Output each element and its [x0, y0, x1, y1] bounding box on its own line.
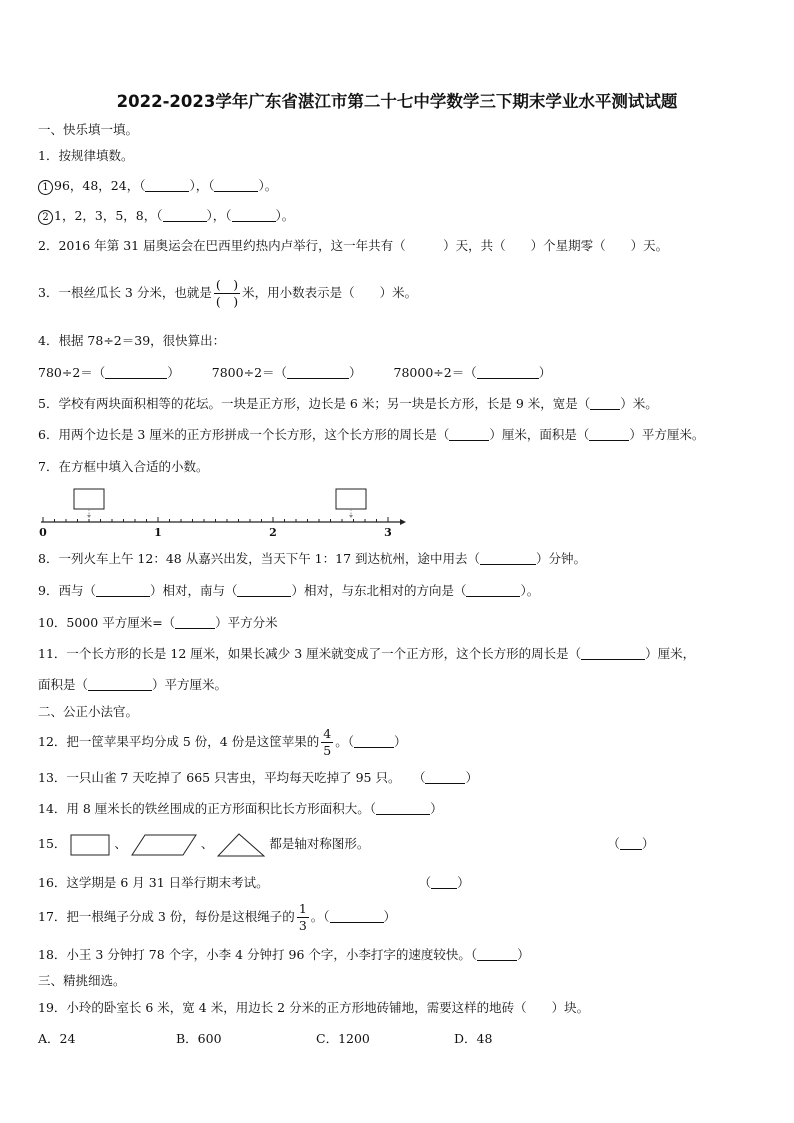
question-4-parts: 780÷2＝（ ） 7800÷2＝（ ） 78000÷2＝（ ） [38, 365, 552, 380]
parallelogram-shape-icon [131, 833, 197, 857]
answer-blank[interactable] [145, 179, 189, 192]
answer-blank[interactable] [376, 802, 430, 815]
question-19-options [38, 1030, 492, 1048]
fraction-blank[interactable]: $\frac{( )}{( )}$ [215, 277, 239, 309]
tick-label: 1 [154, 526, 162, 539]
question-13: 13．一只山雀 7 天吃掉了 665 只害虫，平均每天吃掉了 95 只。 （ ） [38, 770, 478, 785]
option-c[interactable]: C．1200 [316, 1031, 370, 1046]
answer-blank[interactable] [88, 678, 152, 691]
option-d[interactable]: D．48 [454, 1031, 493, 1046]
question-11-cont: 面积是（ ）平方厘米。 [38, 677, 228, 692]
answer-blank[interactable] [214, 179, 258, 192]
circled-number-1: 1 [38, 180, 53, 195]
question-15: 15． 、 、 都是轴对称图形。 （ ） [38, 829, 654, 859]
question-18: 18．小王 3 分钟打 78 个字，小李 4 分钟打 96 个字，小李打字的速度较快。（ ） [38, 947, 530, 962]
question-1b: 2 1，2，3，5，8，（ ），（ ）。 [38, 207, 294, 225]
rectangle-shape-icon [70, 833, 110, 857]
answer-blank[interactable] [163, 209, 207, 222]
section-3-heading: 三、精挑细选。 [38, 973, 126, 988]
answer-blank[interactable] [96, 584, 150, 597]
answer-blank[interactable] [105, 366, 167, 379]
fraction-4-5: $\frac{4}{5}$ [323, 726, 332, 758]
question-14: 14．用 8 厘米长的铁丝围成的正方形面积比长方形面积大。（ ） [38, 801, 443, 816]
arrow-head-icon [400, 519, 406, 525]
question-9: 9．西与（ ）相对，南与（ ）相对，与东北相对的方向是（ ）。 [38, 583, 540, 598]
answer-blank[interactable] [175, 616, 215, 629]
question-8: 8．一列火车上午 12：48 从嘉兴出发，当天下午 1：17 到达杭州，途中用去（ ）分钟。 [38, 551, 587, 566]
question-4: 4．根据 78÷2＝39，很快算出： [38, 333, 226, 348]
question-2: 2．2016 年第 31 届奥运会在巴西里约热内卢举行，这一年共有（ ）天，共（ ）个星期零（ ）天。 [38, 238, 669, 253]
question-7: 7．在方框中填入合适的小数。 [38, 459, 209, 474]
answer-box-2[interactable] [336, 489, 366, 509]
answer-blank[interactable] [425, 771, 465, 784]
number-line [38, 486, 418, 544]
answer-box-1[interactable] [74, 489, 104, 509]
section-2-heading: 二、公正小法官。 [38, 704, 139, 719]
section-1-heading: 一、快乐填一填。 [38, 122, 139, 137]
tick-label: 3 [384, 526, 392, 539]
circled-number-2: 2 [38, 210, 53, 225]
page-title: 2022-2023学年广东省湛江市第二十七中学数学三下期末学业水平测试试题 [116, 92, 678, 111]
answer-blank[interactable] [466, 584, 520, 597]
question-1: 1．按规律填数。 [38, 148, 134, 163]
question-12: 12．把一筐苹果平均分成 5 份，4 份是这筐苹果的 $\frac{4}{5}$ 。（ ） [38, 726, 407, 758]
question-16: 16．这学期是 6 月 31 日举行期末考试。 （ ） [38, 875, 470, 890]
answer-blank[interactable] [237, 584, 291, 597]
fraction-1-3: $\frac{1}{3}$ [298, 901, 307, 933]
answer-blank[interactable] [477, 948, 517, 961]
option-a[interactable]: A．24 [38, 1031, 76, 1046]
answer-blank[interactable] [589, 428, 629, 441]
question-17: 17．把一根绳子分成 3 份，每份是这根绳子的 $\frac{1}{3}$ 。（ ） [38, 901, 397, 933]
answer-blank[interactable] [477, 366, 539, 379]
answer-blank[interactable] [590, 397, 620, 410]
answer-blank[interactable] [354, 735, 394, 748]
triangle-shape-icon [217, 832, 265, 858]
question-3: 3．一根丝瓜长 3 分米，也就是 $\frac{( )}{( )}$ 米，用小数表示是（ ）米。 [38, 277, 418, 309]
question-1a: 1 96，48，24，（ ），（ ）。 [38, 177, 277, 195]
tick-label: 0 [39, 526, 47, 539]
tick-label: 2 [269, 526, 277, 539]
answer-blank[interactable] [287, 366, 349, 379]
answer-blank[interactable] [330, 910, 384, 923]
answer-blank[interactable] [431, 876, 457, 889]
question-6: 6．用两个边长是 3 厘米的正方形拼成一个长方形，这个长方形的周长是（ ）厘米，面积是（ ）平方厘米。 [38, 427, 705, 442]
question-10: 10．5000 平方厘米=（ ）平方分米 [38, 615, 278, 630]
question-19: 19．小玲的卧室长 6 米，宽 4 米，用边长 2 分米的正方形地砖铺地，需要这样的地砖（ ）块。 [38, 1000, 590, 1015]
answer-blank[interactable] [581, 647, 645, 660]
question-11: 11．一个长方形的长是 12 厘米，如果长减少 3 厘米就变成了一个正方形，这个长方形的周长是（ ）厘米， [38, 646, 696, 661]
answer-blank[interactable] [480, 552, 536, 565]
answer-blank[interactable] [449, 428, 489, 441]
option-b[interactable]: B．600 [176, 1031, 222, 1046]
answer-blank[interactable] [232, 209, 276, 222]
question-5: 5．学校有两块面积相等的花坛。一块是正方形，边长是 6 米；另一块是长方形，长是 9 米，宽是（ ）米。 [38, 396, 658, 411]
answer-blank[interactable] [620, 837, 642, 850]
